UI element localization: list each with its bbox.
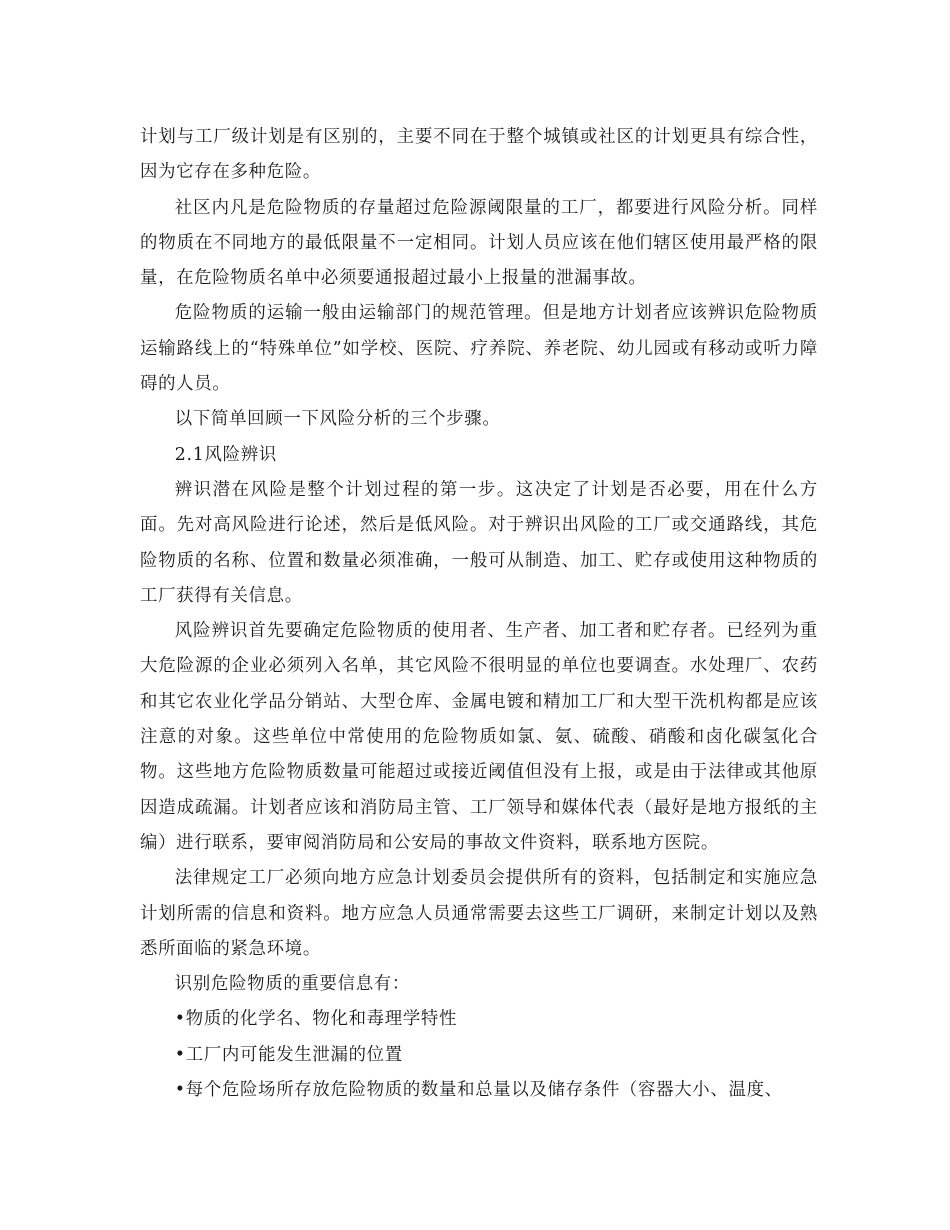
paragraph-3: 危险物质的运输一般由运输部门的规范管理。但是地方计划者应该辨识危险物质运输路线上的“特殊单位”如学校、医院、疗养院、养老院、幼儿园或有移动或听力障碍的人员。 (140, 303, 818, 395)
section-heading: 2.1风险辨识 (174, 444, 277, 465)
bullet-item-2: •工厂内可能发生泄漏的位置 (174, 1044, 403, 1065)
section-paragraph-3: 法律规定工厂必须向地方应急计划委员会提供所有的资料，包括制定和实施应急计划所需的信息和资料。地方应急人员通常需要去这些工厂调研，来制定计划以及熟悉所面临的紧急环境。 (140, 868, 818, 959)
section-paragraph-4: 识别危险物质的重要信息有： (174, 974, 410, 995)
paragraph-2: 社区内凡是危险物质的存量超过危险源阈限量的工厂，都要进行风险分析。同样的物质在不同地方的最低限量不一定相同。计划人员应该在他们辖区使用最严格的限量，在危险物质名单中必须要通报超过最小上报量的泄漏事故。 (140, 197, 818, 289)
paragraph-1: 计划与工厂级计划是有区别的，主要不同在于整个城镇或社区的计划更具有综合性，因为它存在多种危险。 (140, 127, 818, 183)
section-paragraph-1: 辨识潜在风险是整个计划过程的第一步。这决定了计划是否必要，用在什么方面。先对高风险进行论述，然后是低风险。对于辨识出风险的工厂或交通路线，其危险物质的名称、位置和数量必须准确，一般可从制造、加工、贮存或使用这种物质的工厂获得有关信息。 (140, 479, 818, 606)
section-paragraph-2: 风险辨识首先要确定危险物质的使用者、生产者、加工者和贮存者。已经列为重大危险源的企业必须列入名单，其它风险不很明显的单位也要调查。水处理厂、农药和其它农业化学品分销站、大型仓库、金属电镀和精加工厂和大型干洗机构都是应该注意的对象。这些单位中常使用的危险物质如氯、氨、硫酸、硝酸和卤化碳氢化合物。这些地方危险物质数量可能超过或接近阈值但没有上报，或是由于法律或其他原因造成疏漏。计划者应该和消防局主管、工厂领导和媒体代表（最好是地方报纸的主编）进行联系，要审阅消防局和公安局的事故文件资料，联系地方医院。 (140, 621, 818, 853)
bullet-item-3: •每个危险场所存放危险物质的数量和总量以及储存条件（容器大小、温度、 (174, 1080, 783, 1101)
bullet-item-1: •物质的化学名、物化和毒理学特性 (174, 1009, 458, 1030)
paragraph-4: 以下简单回顾一下风险分析的三个步骤。 (174, 409, 501, 430)
